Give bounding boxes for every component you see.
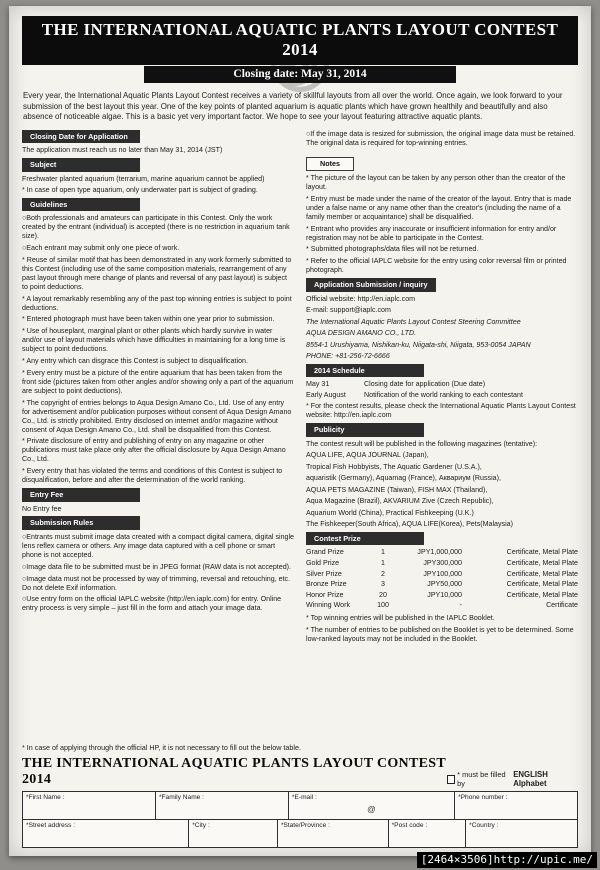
prize-row [306, 559, 578, 568]
prize-amount: JPY1,000,000 [417, 548, 462, 557]
checkbox-icon [447, 775, 455, 784]
prize-amount: JPY10,000 [427, 590, 462, 599]
guideline-item: * A layout remarkably resembling any of the past top winning entries is subject to point deductions. [22, 294, 292, 312]
form-header-row [22, 756, 578, 788]
prize-qty: 2 [381, 569, 385, 578]
prize-name: Honor Prize [306, 590, 344, 599]
schedule-desc: Closing date for application (Due date) [364, 380, 486, 389]
at-symbol: @ [367, 804, 376, 814]
schedule-desc: Notification of the world ranking to each contestant [364, 391, 523, 400]
prize-name: Grand Prize [306, 548, 344, 557]
section-header-submission-rules: Submission Rules [22, 516, 140, 530]
company-line: AQUA DESIGN AMANO CO., LTD. [306, 329, 417, 338]
prize-award: Certificate [546, 601, 578, 610]
entry-fee-body: No Entry fee [22, 504, 62, 513]
email-field [289, 792, 455, 819]
publicity-line: aquaristik (Germany), Aquamag (France), Аквариум (Russia), [306, 474, 501, 483]
legend-prefix: * must be filled by [457, 770, 506, 788]
closing-date-banner: Closing date: May 31, 2014 [144, 66, 456, 83]
official-website-line: Official website: http://en.iaplc.com [306, 294, 416, 303]
street-address-field [23, 820, 189, 847]
phone-number-label: *Phone number : [458, 793, 508, 801]
prize-row [306, 601, 578, 610]
publicity-line: Aqua Magazine (Brazil), AKVARIUM Zive (Czech Republic), [306, 497, 494, 506]
country-field [466, 820, 577, 847]
schedule-row [306, 380, 578, 389]
note-item: * Refer to the official IAPLC website for the entry using color reversal film or printed photograph. [306, 257, 567, 275]
guidelines-list [22, 214, 294, 485]
entry-form-table [22, 791, 578, 848]
document-header [22, 16, 578, 130]
guideline-item: ○Each entrant may submit only one piece of work. [22, 244, 180, 253]
prize-note: * The number of entries to be published on the Booklet is yet to be determined. Some low-ranked layouts may not be included in the Booklet. [306, 625, 574, 643]
schedule-note: * For the contest results, please check the International Aquatic Plants Layout Contest website: http://en.iaplc.com [306, 402, 576, 420]
section-header-contest-prize: Contest Prize [306, 532, 424, 546]
notes-list [306, 174, 578, 275]
section-header-application: Application Submission / inquiry [306, 278, 436, 292]
section-header-closing-date: Closing Date for Application [22, 130, 140, 144]
post-code-field [389, 820, 467, 847]
form-row-2 [23, 819, 577, 847]
publicity-line: AQUA PETS MAGAZINE (Taiwan), FISH MAX (Thailand), [306, 485, 488, 494]
section-header-subject: Subject [22, 158, 140, 172]
email-line: E-mail: support@iaplc.com [306, 306, 391, 315]
columns [22, 130, 578, 738]
prize-table [306, 548, 578, 610]
guideline-item: * Every entry that has violated the terms and conditions of this Contest is subject to disqualification, before and after the determination of the world ranking. [22, 467, 283, 485]
post-code-label: *Post code : [391, 821, 428, 829]
schedule-date: May 31 [306, 380, 330, 389]
phone-line: PHONE: +81-256-72-6666 [306, 352, 390, 361]
page-title: THE INTERNATIONAL AQUATIC PLANTS LAYOUT CONTEST 2014 [22, 16, 578, 65]
email-label: *E-mail : [291, 793, 317, 801]
guideline-item: * Private disclosure of entry and publishing of entry on any magazine or other publications must take place only after the official disclosure by Aqua Design Amano Co., Ltd. [22, 437, 286, 464]
note-item: * Entry must be made under the name of the creator of the layout. Entry that is made under a false name or any name other than the creator's (including the name of a family member or acquaintance) shall be disqualified. [306, 194, 572, 221]
publicity-line: Tropical Fish Hobbyists, The Aquatic Gardener (U.S.A.), [306, 462, 482, 471]
subject-body: Freshwater planted aquarium (terrarium, marine aquarium cannot be applied) [22, 174, 265, 183]
prize-amount: JPY300,000 [423, 559, 462, 568]
prize-row [306, 591, 578, 600]
prize-amount: JPY100,000 [423, 569, 462, 578]
committee-line: The International Aquatic Plants Layout Contest Steering Committee [306, 317, 521, 326]
publicity-line: Aquarium World (China), Practical Fishkeeping (U.K.) [306, 508, 474, 517]
publicity-line: AQUA LIFE, AQUA JOURNAL (Japan), [306, 451, 429, 460]
publicity-intro: The contest result will be published in the following magazines (tentative): [306, 439, 538, 448]
legend-bold: ENGLISH Alphabet [513, 770, 548, 788]
prize-note: * Top winning entries will be published in the IAPLC Booklet. [306, 614, 495, 623]
family-name-field [156, 792, 289, 819]
submission-rule-item: ○Image data file to be submitted must be in JPEG format (RAW data is not accepted). [22, 562, 291, 571]
prize-name: Winning Work [306, 601, 351, 610]
note-item: * Entrant who provides any inaccurate or insufficient information for entry and/or registration may not be able to participate in the Contest. [306, 224, 557, 242]
prize-qty: 20 [379, 590, 387, 599]
form-title: THE INTERNATIONAL AQUATIC PLANTS LAYOUT CONTEST 2014 [22, 756, 446, 787]
prize-award: Certificate, Metal Plate [506, 548, 578, 557]
submission-rule-item: ○Entrants must submit image data created with a compact digital camera, digital single lens reflex camera or others. Any image data captured with a cell phone or smart phone is not accepted. [22, 533, 295, 560]
resize-rule-item: ○If the image data is resized for submission, the original image data must be retained. The original data is required for top-winning entries. [306, 129, 576, 147]
guideline-item: * The copyright of entries belongs to Aqua Design Amano Co., Ltd. Use of any entry for advertisement and/or publication purposes without consent of Aqua Design Amano Co., Ltd. is strictly prohibited. Entry disclosed on internet and/or magazine without consent of Aqua Design Amano Co., Ltd. shall be disqualified from this Contest. [22, 398, 292, 434]
address-line: 8554-1 Urushiyama, Nishikan-ku, Niigata-shi, Niigata, 953-0054 JAPAN [306, 340, 531, 349]
city-label: *City : [192, 821, 210, 829]
intro-paragraph: Every year, the International Aquatic Plants Layout Contest receives a variety of skillful layouts from all over the world. Once again, we look forward to your submission of the best layout this year. One of the key points of planted aquarium is aquatic plants which have grown healthily and beautifully and also absence of noticeable algae. This is a basic yet very important factor. We hope to see your layout featuring attractive aquatic plants. [23, 91, 563, 121]
section-header-guidelines: Guidelines [22, 198, 140, 212]
prize-award: Certificate, Metal Plate [506, 559, 578, 568]
guideline-item: * Use of houseplant, marginal plant or other plants which hardly survive in water and/or use of layout materials which have difficulties in maintaining for a long time is subject to point deductions. [22, 327, 286, 354]
street-address-label: *Street address : [26, 821, 76, 829]
prize-row [306, 580, 578, 589]
phone-number-field [455, 792, 577, 819]
prize-row [306, 570, 578, 579]
prize-amount: JPY50,000 [427, 580, 462, 589]
note-item: * Submitted photographs/data files will not be returned. [306, 245, 479, 254]
family-name-label: *Family Name : [158, 793, 205, 801]
prize-name: Bronze Prize [306, 580, 347, 589]
prize-qty: 1 [381, 548, 385, 557]
schedule-row [306, 391, 578, 400]
country-label: *Country : [469, 821, 499, 829]
submission-rule-item: ○Image data must not be processed by way of trimming, reversal and retouching, etc. Do not delete Exif information. [22, 574, 291, 592]
guideline-item: * Any entry which can disgrace this Contest is subject to disqualification. [22, 357, 248, 366]
publicity-list [306, 451, 578, 529]
guideline-item: * Reuse of similar motif that has been demonstrated in any work formerly submitted to this Contest (including use of the same composition materials, rearrangement of any past layout through mere change of plants and reversal of any past layout) is subject to point deductions. [22, 255, 292, 291]
section-header-schedule: 2014 Schedule [306, 364, 424, 378]
prize-qty: 100 [377, 601, 389, 610]
closing-date-body: The application must reach us no later than May 31, 2014 (JST) [22, 146, 223, 155]
section-header-notes: Notes [306, 157, 354, 171]
prize-award: Certificate, Metal Plate [506, 569, 578, 578]
city-field [189, 820, 278, 847]
state-province-field [278, 820, 389, 847]
submission-rules-list [22, 533, 294, 613]
guideline-item: * Entered photograph must have been taken within one year prior to submission. [22, 315, 275, 324]
prize-award: Certificate, Metal Plate [506, 590, 578, 599]
application-form-section [22, 743, 578, 848]
guideline-item: * Every entry must be a picture of the entire aquarium that has been taken from the front side (pictures taken from other angles and/or showing only a part of the aquarium are subject to point deductions). [22, 368, 294, 395]
first-name-label: *First Name : [26, 793, 65, 801]
state-province-label: *State/Province : [280, 821, 330, 829]
right-column [306, 130, 578, 738]
prize-name: Silver Prize [306, 569, 342, 578]
prize-qty: 1 [381, 559, 385, 568]
guideline-item: ○Both professionals and amateurs can participate in this Contest. Only the work created by the entrant (individual) is accepted (there is no restriction in aquarium tank size). [22, 214, 290, 241]
note-item: * The picture of the layout can be taken by any person other than the creator of the layout. [306, 173, 566, 191]
form-row-1 [23, 792, 577, 819]
prize-name: Gold Prize [306, 559, 340, 568]
prize-row [306, 548, 578, 557]
scanned-document-page [9, 6, 591, 856]
hosting-watermark: [2464×3506]http://upic.me/ [417, 852, 597, 868]
english-alphabet-legend [447, 770, 578, 788]
first-name-field [23, 792, 156, 819]
submission-rule-item: ○Use entry form on the official IAPLC website (http://en.iaplc.com) for entry. Online entry process is very simple – just fill in the form and attach your image data. [22, 595, 282, 613]
publicity-line: The Fishkeeper(South Africa), AQUA LIFE(Korea), Pets(Malaysia) [306, 520, 513, 529]
section-header-publicity: Publicity [306, 423, 424, 437]
prize-amount: - [459, 601, 462, 610]
section-header-entry-fee: Entry Fee [22, 488, 140, 502]
subject-note: * In case of open type aquarium, only underwater part is subject of grading. [22, 186, 258, 195]
prize-qty: 3 [381, 580, 385, 589]
hp-note: * In case of applying through the official HP, it is not necessary to fill out the below table. [22, 743, 302, 752]
prize-notes-list [306, 614, 578, 644]
left-column [22, 130, 294, 738]
schedule-date: Early August [306, 391, 346, 400]
prize-award: Certificate, Metal Plate [506, 580, 578, 589]
